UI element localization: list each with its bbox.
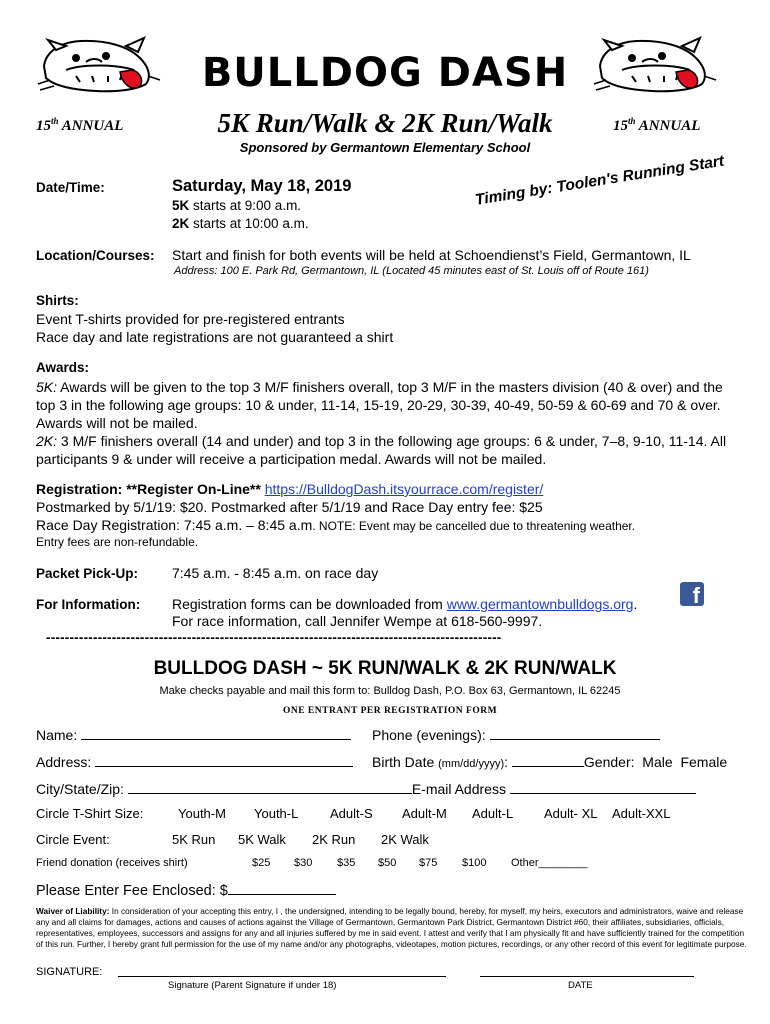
facebook-icon[interactable]: f (680, 582, 704, 606)
date-caption: DATE (568, 980, 593, 991)
awards-5k: 5K: Awards will be given to the top 3 M/F finishers overall, top 3 M/F in the masters division (40 & over) and the top 3 in the following age groups: 10 & under, 11-14, 15-19, 20-29, 30-39, 40-49, 50-59 & 60-69 and 70 & over. Awards will not be mailed. (36, 379, 723, 431)
packet-label: Packet Pick-Up: (36, 566, 139, 581)
phone-field[interactable] (490, 725, 660, 740)
birth-label: Birth Date (372, 754, 435, 770)
shirt-option-adult-m[interactable]: Adult-M (402, 806, 447, 821)
shirt-option-adult-xxl[interactable]: Adult-XXL (612, 806, 671, 821)
address-label: Address: (36, 754, 92, 770)
donation-option-75[interactable]: $75 (419, 857, 438, 869)
info-line-2: For race information, call Jennifer Wempe at 618-560-9997. (172, 613, 543, 629)
phone-label: Phone (evenings): (372, 727, 486, 743)
shirt-option-adult-xl[interactable]: Adult- XL (544, 806, 598, 821)
event-label: Circle Event: (36, 832, 110, 847)
mail-instructions: Make checks payable and mail this form to: Bulldog Dash, P.O. Box 63, Germantown, IL 62245 (159, 685, 621, 697)
page-title: BULLDOG DASH (201, 50, 569, 96)
event-date: Saturday, May 18, 2019 (172, 177, 352, 195)
email-field[interactable] (510, 779, 696, 794)
name-field[interactable] (81, 725, 351, 740)
birth-gender-row: Birth Date (mm/dd/yyyy): Gender: Male Female (372, 754, 728, 770)
one-entrant-note: ONE ENTRANT PER REGISTRATION FORM (282, 706, 498, 716)
shirt-option-adult-l[interactable]: Adult-L (472, 806, 514, 821)
phone-row (372, 725, 660, 743)
shirts-heading: Shirts: (36, 293, 79, 308)
donation-option-30[interactable]: $30 (294, 857, 313, 869)
donation-option-25[interactable]: $25 (252, 857, 271, 869)
shirt-option-youth-m[interactable]: Youth-M (178, 806, 226, 821)
annual-label-left: 15th ANNUAL (36, 116, 124, 134)
location-address: Address: 100 E. Park Rd, Germantown, IL (Located 45 minutes east of St. Louis off of Route 161) (174, 265, 649, 277)
timing-credit: Timing by: Toolen's Running Start (474, 152, 726, 209)
shirt-label: Circle T-Shirt Size: (36, 806, 144, 821)
2k-start-time: 2K starts at 10:00 a.m. (172, 216, 309, 231)
section-divider: ------------------------------------------------------------------------------------------------- (46, 630, 502, 645)
shirts-line-2: Race day and late registrations are not guaranteed a shirt (36, 329, 394, 345)
event-option-2k-walk[interactable]: 2K Walk (381, 832, 429, 847)
signature-caption: Signature (Parent Signature if under 18) (168, 980, 337, 991)
annual-label-right: 15th ANNUAL (613, 116, 701, 134)
location-text: Start and finish for both events will be held at Schoendienst’s Field, Germantown, IL (172, 247, 691, 263)
city-label: City/State/Zip: (36, 781, 124, 797)
birthdate-field[interactable] (512, 752, 584, 767)
registration-line-3: Race Day Registration: 7:45 a.m. – 8:45 a.m. NOTE: Event may be cancelled due to threatening weather. (36, 517, 636, 533)
fee-label: Please Enter Fee Enclosed: $ (36, 883, 228, 899)
gender-female-option[interactable]: Female (680, 754, 728, 770)
donation-option-35[interactable]: $35 (337, 857, 356, 869)
name-row (36, 725, 351, 743)
address-row (36, 752, 353, 770)
event-option-5k-walk[interactable]: 5K Walk (238, 832, 286, 847)
event-option-2k-run[interactable]: 2K Run (312, 832, 356, 847)
donation-option-100[interactable]: $100 (462, 857, 487, 869)
shirt-option-adult-s[interactable]: Adult-S (330, 806, 373, 821)
donation-label: Friend donation (receives shirt) (36, 857, 188, 869)
donation-option-50[interactable]: $50 (378, 857, 397, 869)
city-field[interactable] (128, 779, 412, 794)
shirts-line-1: Event T-shirts provided for pre-registered entrants (36, 311, 345, 327)
waiver-text: Waiver of Liability: In consideration of your accepting this entry, I , the undersigned, intending to be legally bound, hereby, for myself, my heirs, executors and administrators, waive and release any and all claims for damages, actions and causes of actions against the Village of Germantown, Germantown Park District, Germantown District #60, their affiliates, subsidiaries, officials, representatives, employees, successors and assigns for any and all injuries suffered by me in said event. I attest and verify that I am physically fit and have sufficiently trained for the competition of this run. Further, I hereby grant full permission for the use of my name and/or any photographs, videotapes, motion pictures, recordings, or any other record of this event for legitimate purpose. (36, 906, 747, 949)
donation-option-other[interactable]: Other________ (511, 857, 588, 869)
event-option-5k-run[interactable]: 5K Run (172, 832, 216, 847)
registration-line-4: Entry fees are non-refundable. (36, 535, 199, 549)
city-row (36, 779, 696, 797)
info-line-1: Registration forms can be downloaded from www.germantownbulldogs.org. (172, 596, 638, 612)
signature-line[interactable] (118, 976, 446, 977)
5k-start-time: 5K starts at 9:00 a.m. (172, 198, 302, 213)
event-subtitle: 5K Run/Walk & 2K Run/Walk (217, 108, 553, 138)
signature-label: SIGNATURE: (36, 966, 103, 978)
email-label: E-mail Address (411, 781, 506, 797)
gender-label: Gender: (583, 754, 635, 770)
awards-2k: 2K: 3 M/F finishers overall (14 and under) and top 3 in the following age groups: 6 & under, 7–8, 9-10, 11-14. All participants 9 & under will receive a participation medal. Awards will not be mailed. (36, 433, 727, 467)
gender-male-option[interactable]: Male (642, 754, 673, 770)
awards-heading: Awards: (36, 360, 90, 375)
datetime-label: Date/Time: (36, 180, 105, 195)
website-link[interactable]: www.germantownbulldogs.org (446, 596, 634, 612)
registration-link[interactable]: https://BulldogDash.itsyourrace.com/register/ (264, 481, 544, 497)
packet-text: 7:45 a.m. - 8:45 a.m. on race day (172, 565, 379, 581)
location-label: Location/Courses: (36, 248, 155, 263)
info-label: For Information: (36, 597, 141, 612)
name-label: Name: (36, 727, 78, 743)
registration-line-2: Postmarked by 5/1/19: $20. Postmarked after 5/1/19 and Race Day entry fee: $25 (36, 499, 543, 515)
shirt-option-youth-l[interactable]: Youth-L (254, 806, 299, 821)
fee-field[interactable] (228, 880, 336, 895)
registration-line-1: Registration: **Register On-Line** https://BulldogDash.itsyourrace.com/register/ (36, 481, 544, 497)
fee-row (36, 880, 336, 899)
date-line[interactable] (480, 976, 694, 977)
address-field[interactable] (95, 752, 353, 767)
form-title: BULLDOG DASH ~ 5K RUN/WALK & 2K RUN/WALK (153, 658, 617, 679)
sponsor-line: Sponsored by Germantown Elementary School (239, 140, 531, 155)
